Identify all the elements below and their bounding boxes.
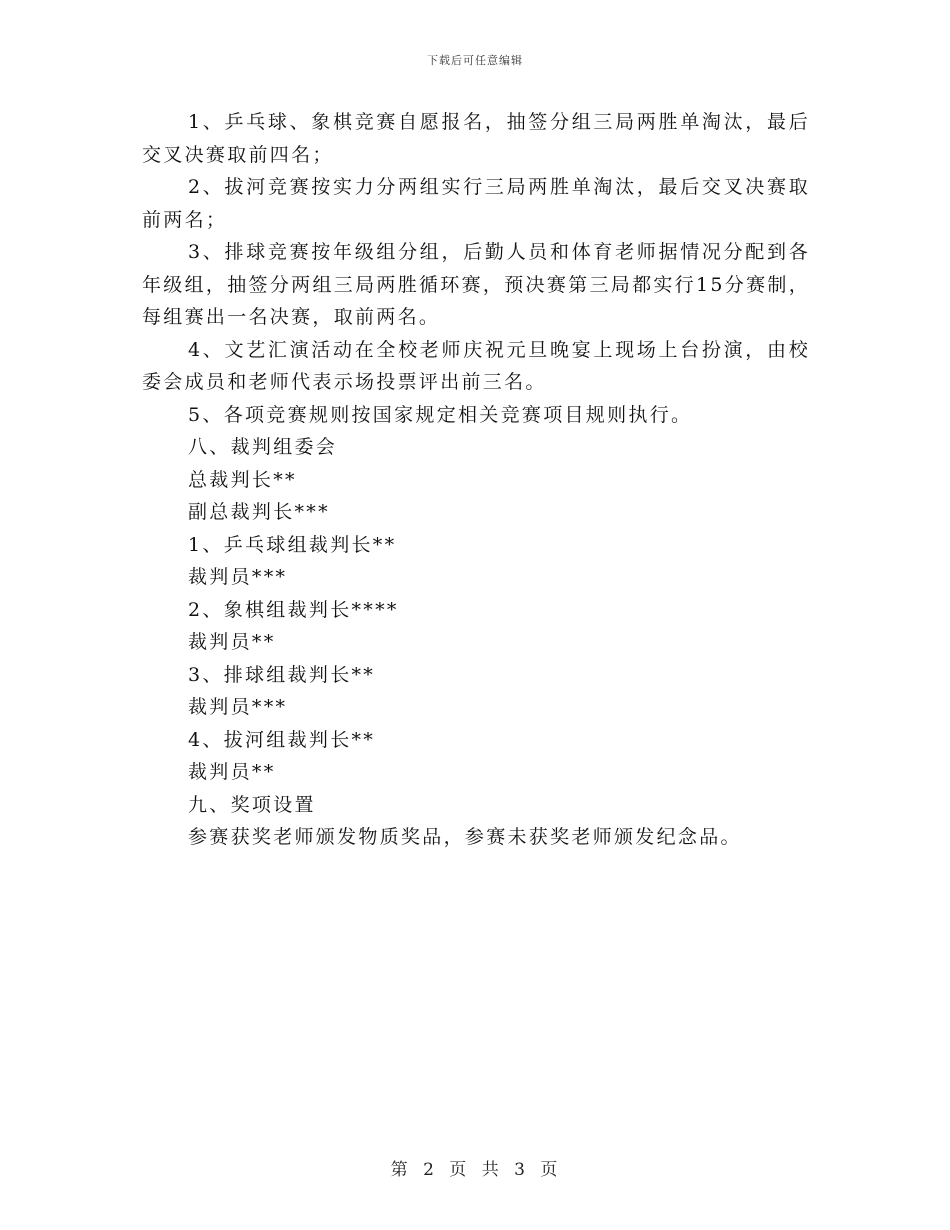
volleyball-chief-referee-line: 3、排球组裁判长** [188, 663, 376, 686]
page-number-footer: 第 2 页 共 3 页 [390, 1160, 560, 1180]
rule-paragraph-3: 3、排球竞赛按年级组分组，后勤人员和体育老师据情况分配到各年级组，抽签分两组三局两胜循环赛，预决赛第三局都实行15分赛制，每组赛出一名决赛，取前两名。 [142, 241, 810, 328]
table-tennis-referees-line: 裁判员*** [188, 566, 288, 588]
rule-paragraph-5: 5、各项竞赛规则按国家规定相关竞赛项目规则执行。 [188, 403, 693, 426]
awards-description: 参赛获奖老师颁发物质奖品，参赛未获奖老师颁发纪念品。 [188, 826, 742, 848]
table-tennis-chief-referee-line: 1、乒乓球组裁判长** [188, 533, 397, 556]
volleyball-referees-line: 裁判员*** [188, 696, 288, 718]
chess-referees-line: 裁判员** [188, 631, 276, 653]
deputy-chief-referee-line: 副总裁判长*** [188, 501, 330, 523]
section-heading-awards: 九、奖项设置 [188, 793, 316, 816]
rule-paragraph-4: 4、文艺汇演活动在全校老师庆祝元旦晚宴上现场上台扮演，由校委会成员和老师代表示场投票评出前三名。 [142, 338, 810, 393]
tug-of-war-chief-referee-line: 4、拔河组裁判长** [188, 728, 376, 751]
chess-chief-referee-line: 2、象棋组裁判长**** [188, 598, 399, 621]
tug-of-war-referees-line: 裁判员** [188, 761, 276, 783]
chief-referee-line: 总裁判长** [188, 468, 297, 491]
document-body [142, 106, 810, 854]
section-heading-referee-committee: 八、裁判组委会 [188, 436, 338, 458]
rule-paragraph-2: 2、拔河竞赛按实力分两组实行三局两胜单淘汰，最后交叉决赛取前两名； [142, 176, 810, 231]
page-header: 下载后可任意编辑 [427, 54, 523, 67]
rule-paragraph-1: 1、乒乓球、象棋竞赛自愿报名，抽签分组三局两胜单淘汰，最后交叉决赛取前四名； [142, 111, 810, 166]
